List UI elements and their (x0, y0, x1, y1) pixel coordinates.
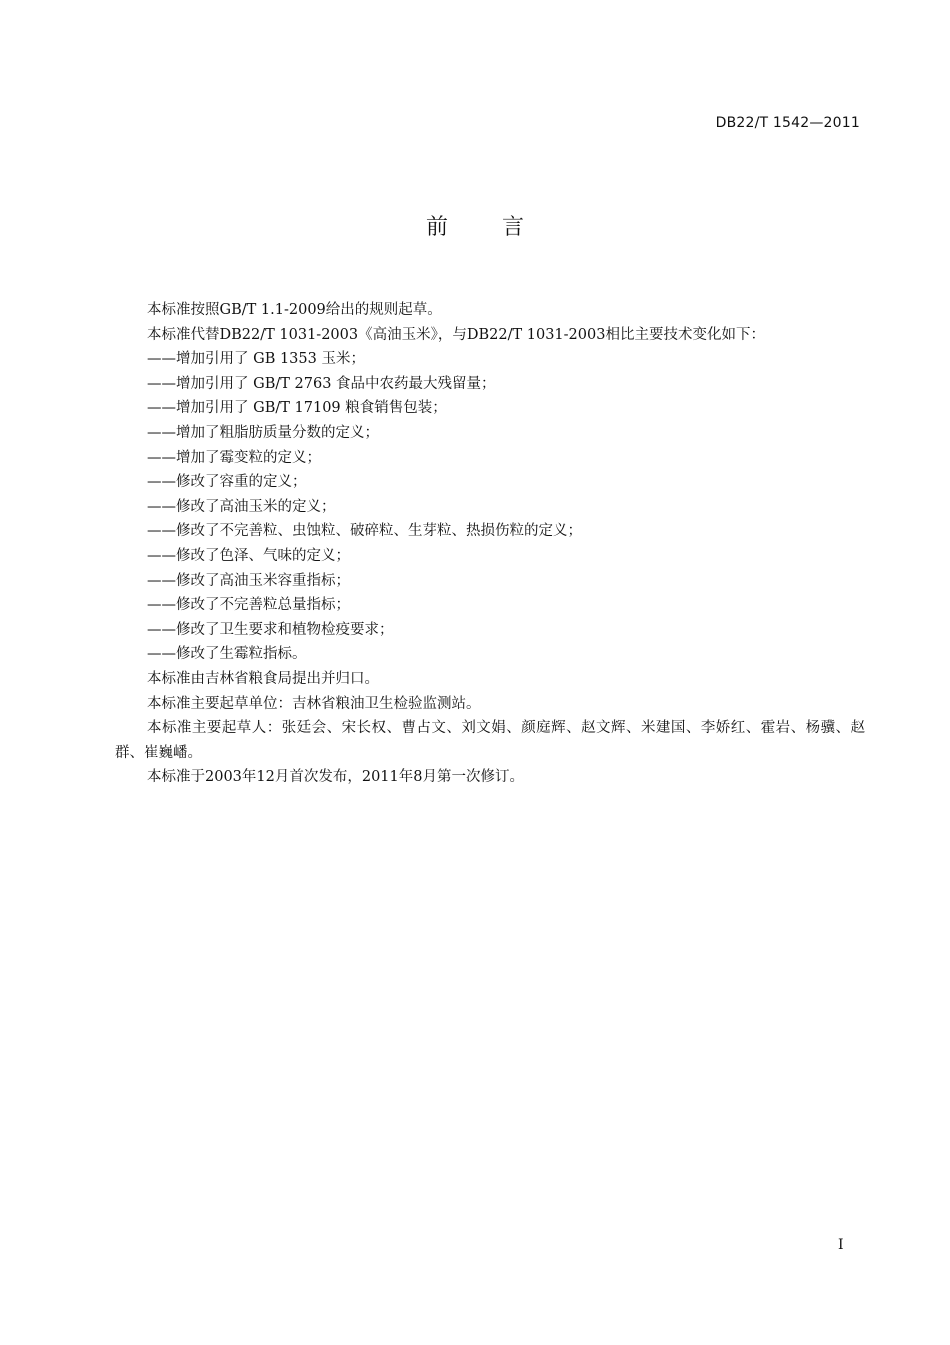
change-item: ——修改了高油玉米容重指标； (147, 572, 350, 589)
change-item: ——增加引用了 GB/T 2763 食品中农药最大残留量； (147, 375, 496, 392)
change-item: ——修改了生霉粒指标。 (147, 646, 307, 663)
paragraph-release-history: 本标准于2003年12月首次发布，2011年8月第一次修订。 (147, 769, 524, 786)
change-item: ——增加引用了 GB/T 17109 粮食销售包装； (147, 400, 447, 417)
change-item: ——增加了霉变粒的定义； (147, 449, 321, 466)
paragraph-drafters: 本标准主要起草人：张廷会、宋长权、曹占文、刘文娟、颜庭辉、赵文辉、米建国、李娇红、霍岩、杨骥、赵群、崔巍嶓。 (115, 720, 865, 761)
change-item: ——修改了高油玉米的定义； (147, 498, 336, 515)
change-item: ——修改了不完善粒总量指标； (147, 597, 350, 614)
change-item: ——修改了卫生要求和植物检疫要求； (147, 621, 394, 638)
standard-code: DB22/T 1542—2011 (715, 115, 860, 131)
paragraph-replaces: 本标准代替DB22/T 1031-2003《高油玉米》，与DB22/T 1031-2003相比主要技术变化如下： (147, 326, 765, 343)
paragraph-proposer: 本标准由吉林省粮食局提出并归口。 (147, 670, 379, 687)
change-item: ——增加引用了 GB 1353 玉米； (147, 351, 365, 368)
foreword-body (115, 298, 865, 790)
change-item: ——修改了容重的定义； (147, 474, 307, 491)
page-number: I (838, 1237, 844, 1253)
page-title: 前言 (425, 215, 578, 240)
paragraph-drafting-rules: 本标准按照GB/T 1.1-2009给出的规则起草。 (147, 302, 442, 318)
change-item: ——修改了色泽、气味的定义； (147, 547, 350, 564)
change-item: ——增加了粗脂肪质量分数的定义； (147, 424, 379, 441)
paragraph-drafting-unit: 本标准主要起草单位：吉林省粮油卫生检验监测站。 (147, 695, 481, 712)
change-item: ——修改了不完善粒、虫蚀粒、破碎粒、生芽粒、热损伤粒的定义； (147, 523, 582, 540)
